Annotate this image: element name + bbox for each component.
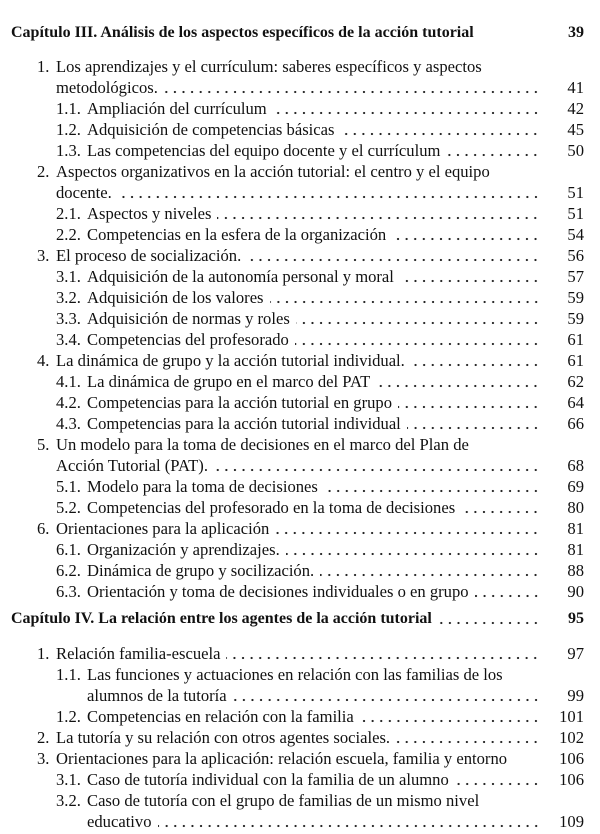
entry-title: La dinámica de grupo en el marco del PAT xyxy=(87,372,371,391)
dot-leader xyxy=(400,266,540,287)
entry-number: 1.2. xyxy=(56,120,81,139)
dot-leader xyxy=(273,98,540,119)
section-entry[interactable] xyxy=(0,56,584,77)
entry-title: Orientación y toma de decisiones individuales o en grupo xyxy=(87,582,469,601)
subsection-entry[interactable] xyxy=(0,581,584,602)
page-number: 62 xyxy=(567,372,584,391)
dot-leader xyxy=(438,608,540,629)
dot-leader xyxy=(233,685,540,706)
subsection-entry[interactable] xyxy=(0,769,584,790)
table-of-contents xyxy=(0,22,584,832)
chapter-heading[interactable] xyxy=(0,22,584,43)
page-number: 57 xyxy=(567,267,584,286)
entry-title-continued: docente. xyxy=(56,183,112,202)
entry-number: 3.4. xyxy=(56,330,81,349)
subsection-entry[interactable] xyxy=(0,664,584,685)
entry-title: Adquisición de normas y roles xyxy=(87,309,290,328)
page-number: 42 xyxy=(567,99,584,118)
section-entry[interactable] xyxy=(0,434,584,455)
entry-title: Orientaciones para la aplicación: relación escuela, familia y entorno xyxy=(56,749,508,768)
dot-leader xyxy=(407,413,540,434)
entry-number: 6.2. xyxy=(56,561,81,580)
page-number: 109 xyxy=(559,812,584,831)
subsection-entry[interactable] xyxy=(0,98,584,119)
entry-title: Competencias en relación con la familia xyxy=(87,707,354,726)
dot-leader xyxy=(270,287,540,308)
dot-leader xyxy=(247,245,540,266)
entry-number: 1.2. xyxy=(56,707,81,726)
page-number: 106 xyxy=(559,749,584,768)
subsection-entry[interactable] xyxy=(0,706,584,727)
entry-number: 1. xyxy=(37,57,50,76)
entry-number: 1.3. xyxy=(56,141,81,160)
entry-number: 3.2. xyxy=(56,791,81,810)
page-number: 106 xyxy=(559,770,584,789)
dot-leader xyxy=(475,581,540,602)
section-entry[interactable] xyxy=(0,727,584,748)
page-number: 69 xyxy=(567,477,584,496)
entry-title: Organización y aprendizajes. xyxy=(87,540,280,559)
page-number: 99 xyxy=(567,686,584,705)
subsection-entry[interactable] xyxy=(0,287,584,308)
page-number: 68 xyxy=(567,456,584,475)
subsection-entry[interactable] xyxy=(0,392,584,413)
page-number: 64 xyxy=(567,393,584,412)
section-entry[interactable] xyxy=(0,643,584,664)
section-entry[interactable] xyxy=(0,518,584,539)
page-number: 59 xyxy=(567,309,584,328)
dot-leader xyxy=(158,811,540,832)
dot-leader xyxy=(360,706,540,727)
page-number: 97 xyxy=(567,644,584,663)
entry-title: Modelo para la toma de decisiones xyxy=(87,477,318,496)
subsection-entry[interactable] xyxy=(0,560,584,581)
page-number: 61 xyxy=(567,330,584,349)
page-number: 51 xyxy=(567,183,584,202)
entry-number: 2. xyxy=(37,728,50,747)
page-number: 90 xyxy=(567,582,584,601)
entry-title: Relación familia-escuela xyxy=(56,644,221,663)
page-number: 45 xyxy=(567,120,584,139)
dot-leader xyxy=(296,308,540,329)
subsection-entry[interactable] xyxy=(0,371,584,392)
dot-leader xyxy=(340,119,540,140)
dot-leader xyxy=(217,203,540,224)
subsection-entry[interactable] xyxy=(0,539,584,560)
dot-leader xyxy=(513,748,540,769)
page-number: 56 xyxy=(567,246,584,265)
entry-number: 3.2. xyxy=(56,288,81,307)
subsection-entry[interactable] xyxy=(0,497,584,518)
entry-number: 1.1. xyxy=(56,99,81,118)
entry-title: Ampliación del currículum xyxy=(87,99,267,118)
subsection-entry[interactable] xyxy=(0,308,584,329)
entry-number: 2.2. xyxy=(56,225,81,244)
entry-number: 4.2. xyxy=(56,393,81,412)
chapter-title: Capítulo III. Análisis de los aspectos específicos de la acción tutorial xyxy=(11,24,474,41)
entry-continuation[interactable] xyxy=(0,685,584,706)
entry-number: 3. xyxy=(37,749,50,768)
dot-leader xyxy=(446,140,540,161)
page-number: 95 xyxy=(568,610,584,627)
page-number: 81 xyxy=(567,540,584,559)
entry-number: 3.1. xyxy=(56,267,81,286)
entry-title: Adquisición de competencias básicas xyxy=(87,120,335,139)
entry-title: La tutoría y su relación con otros agentes sociales. xyxy=(56,728,391,747)
dot-leader xyxy=(461,497,540,518)
entry-title: Los aprendizajes y el currículum: saberes específicos y aspectos xyxy=(56,57,482,76)
entry-number: 1. xyxy=(37,644,50,663)
entry-number: 6.1. xyxy=(56,540,81,559)
page-number: 51 xyxy=(567,204,584,223)
entry-title: Caso de tutoría individual con la familia de un alumno xyxy=(87,770,449,789)
dot-leader xyxy=(275,518,540,539)
entry-title: El proceso de socialización. xyxy=(56,246,242,265)
dot-leader xyxy=(214,455,540,476)
entry-title: La dinámica de grupo y la acción tutorial individual. xyxy=(56,351,405,370)
entry-title: Competencias en la esfera de la organización xyxy=(87,225,387,244)
dot-leader xyxy=(398,392,540,413)
section-entry[interactable] xyxy=(0,350,584,371)
entry-number: 3.1. xyxy=(56,770,81,789)
page-number: 39 xyxy=(568,24,584,41)
entry-title: Competencias del profesorado en la toma de decisiones xyxy=(87,498,456,517)
page-number: 50 xyxy=(567,141,584,160)
entry-number: 6. xyxy=(37,519,50,538)
entry-title: Competencias para la acción tutorial en grupo xyxy=(87,393,393,412)
dot-leader xyxy=(396,727,540,748)
entry-title: Caso de tutoría con el grupo de familias de un mismo nivel xyxy=(87,791,480,810)
page-number: 41 xyxy=(567,78,584,97)
dot-leader xyxy=(392,224,540,245)
page-number: 101 xyxy=(559,707,584,726)
section-entry[interactable] xyxy=(0,748,584,769)
subsection-entry[interactable] xyxy=(0,119,584,140)
entry-number: 4.1. xyxy=(56,372,81,391)
dot-leader xyxy=(295,329,540,350)
entry-number: 3.3. xyxy=(56,309,81,328)
dot-leader xyxy=(455,769,540,790)
entry-title: Un modelo para la toma de decisiones en el marco del Plan de xyxy=(56,435,469,454)
entry-continuation[interactable] xyxy=(0,455,584,476)
entry-number: 2. xyxy=(37,162,50,181)
dot-leader xyxy=(226,643,540,664)
entry-number: 6.3. xyxy=(56,582,81,601)
dot-leader xyxy=(118,182,540,203)
entry-title-continued: educativo xyxy=(87,812,152,831)
entry-number: 5. xyxy=(37,435,50,454)
subsection-entry[interactable] xyxy=(0,476,584,497)
subsection-entry[interactable] xyxy=(0,329,584,350)
subsection-entry[interactable] xyxy=(0,140,584,161)
page-number: 66 xyxy=(567,414,584,433)
entry-title-continued: metodológicos. xyxy=(56,78,158,97)
dot-leader xyxy=(286,539,540,560)
entry-title-continued: alumnos de la tutoría xyxy=(87,686,227,705)
entry-title-continued: Acción Tutorial (PAT). xyxy=(56,456,208,475)
entry-number: 4.3. xyxy=(56,414,81,433)
dot-leader xyxy=(164,77,540,98)
page-number: 80 xyxy=(567,498,584,517)
entry-title: Competencias para la acción tutorial individual xyxy=(87,414,401,433)
entry-continuation[interactable] xyxy=(0,77,584,98)
page-number: 54 xyxy=(567,225,584,244)
section-entry[interactable] xyxy=(0,245,584,266)
dot-leader xyxy=(480,22,540,43)
entry-title: Aspectos y niveles xyxy=(87,204,212,223)
entry-number: 3. xyxy=(37,246,50,265)
dot-leader xyxy=(411,350,540,371)
entry-number: 5.1. xyxy=(56,477,81,496)
section-entry[interactable] xyxy=(0,161,584,182)
entry-continuation[interactable] xyxy=(0,182,584,203)
page-number: 102 xyxy=(559,728,584,747)
entry-title: Adquisición de los valores xyxy=(87,288,264,307)
entry-number: 1.1. xyxy=(56,665,81,684)
subsection-entry[interactable] xyxy=(0,266,584,287)
page-number: 59 xyxy=(567,288,584,307)
entry-title: Orientaciones para la aplicación xyxy=(56,519,270,538)
dot-leader xyxy=(376,371,540,392)
chapter-title: Capítulo IV. La relación entre los agentes de la acción tutorial xyxy=(11,610,432,627)
subsection-entry[interactable] xyxy=(0,413,584,434)
dot-leader xyxy=(324,476,540,497)
page-number: 61 xyxy=(567,351,584,370)
entry-continuation[interactable] xyxy=(0,811,584,832)
chapter-heading[interactable] xyxy=(0,608,584,629)
entry-title: Las competencias del equipo docente y el currículum xyxy=(87,141,441,160)
entry-title: Dinámica de grupo y socilización. xyxy=(87,561,315,580)
entry-title: Adquisición de la autonomía personal y moral xyxy=(87,267,394,286)
entry-number: 2.1. xyxy=(56,204,81,223)
entry-number: 5.2. xyxy=(56,498,81,517)
page-number: 81 xyxy=(567,519,584,538)
entry-title: Competencias del profesorado xyxy=(87,330,289,349)
subsection-entry[interactable] xyxy=(0,203,584,224)
entry-number: 4. xyxy=(37,351,50,370)
entry-title: Aspectos organizativos en la acción tutorial: el centro y el equipo xyxy=(56,162,490,181)
page-number: 88 xyxy=(567,561,584,580)
entry-title: Las funciones y actuaciones en relación con las familias de los xyxy=(87,665,503,684)
dot-leader xyxy=(320,560,540,581)
subsection-entry[interactable] xyxy=(0,224,584,245)
subsection-entry[interactable] xyxy=(0,790,584,811)
